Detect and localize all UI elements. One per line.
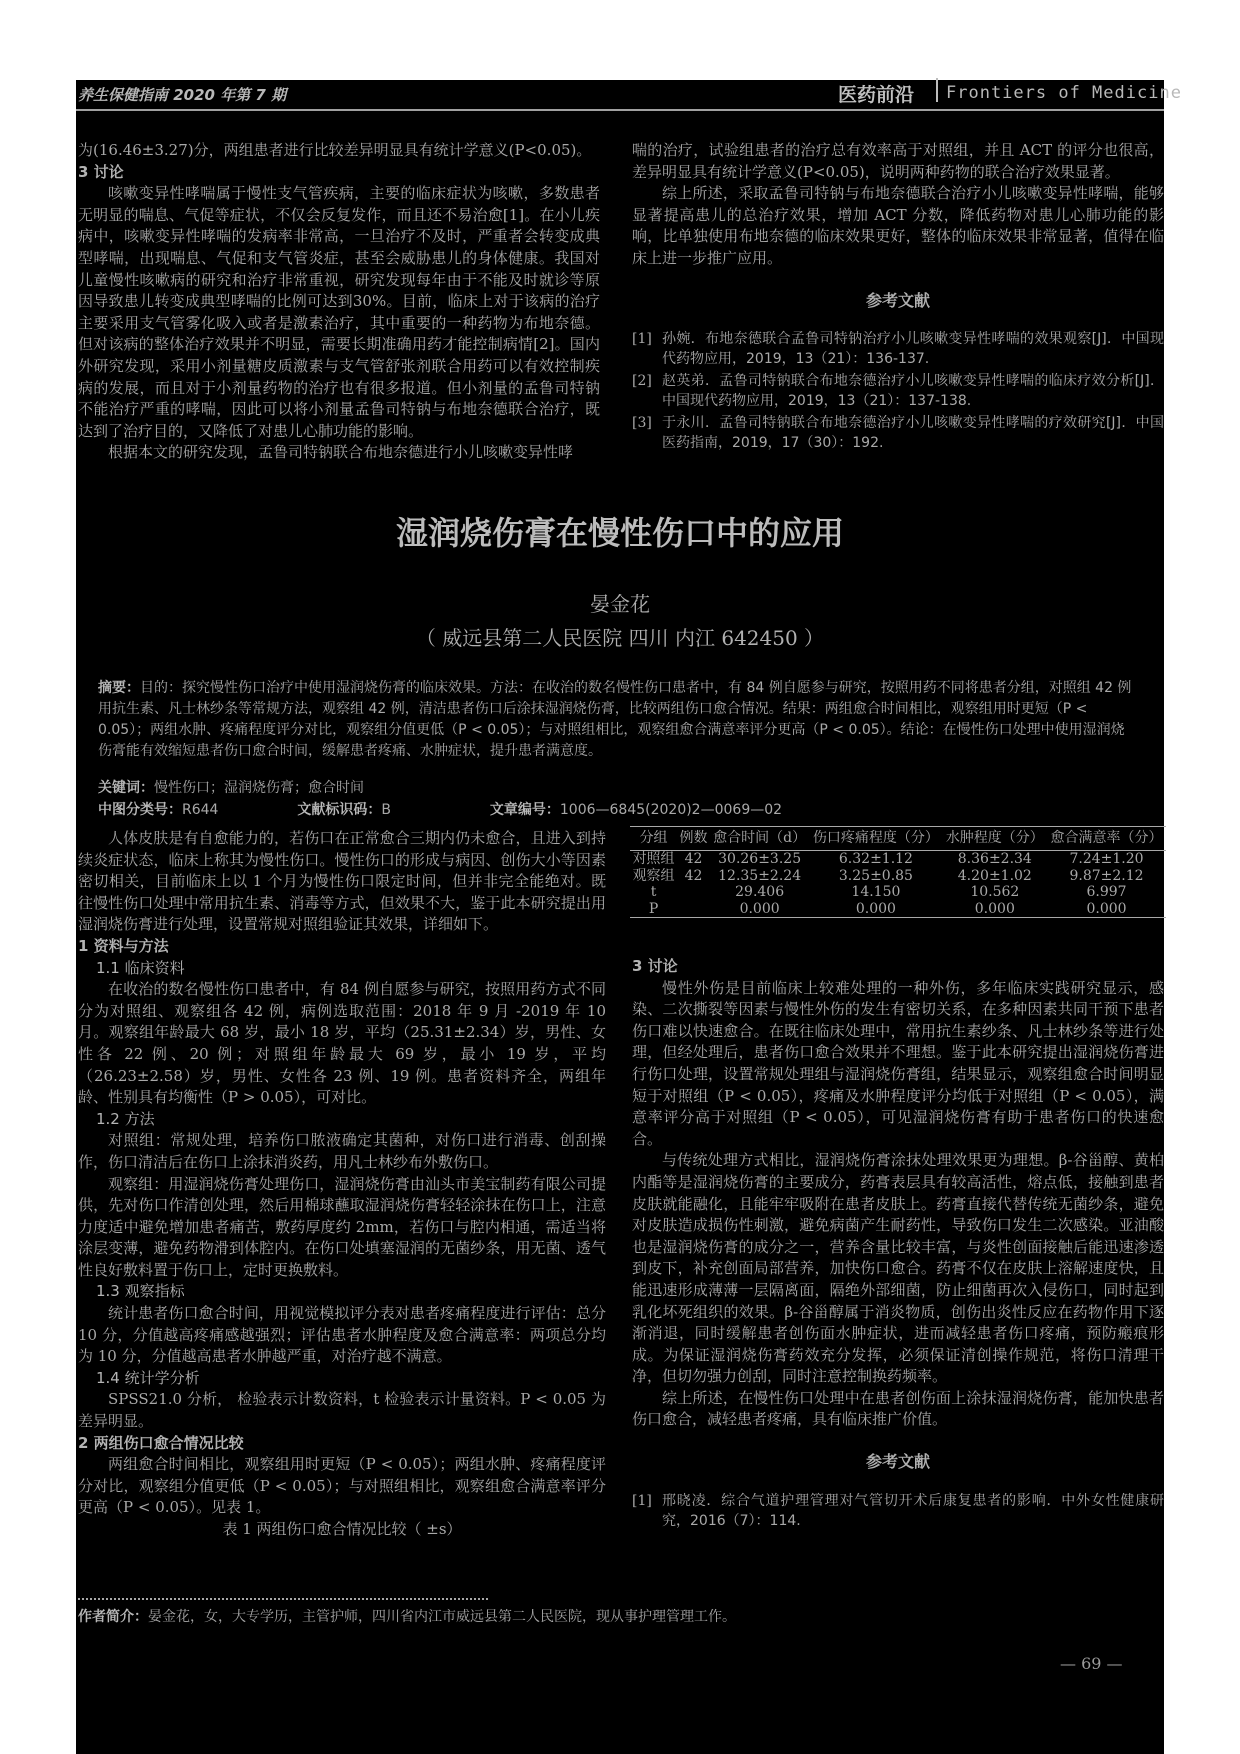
table-row [630,901,1166,918]
body-paragraph: 综上所述，在慢性伤口处理中在患者创伤面上涂抹湿润烧伤膏，能加快患者伤口愈合，减轻患者疼痛，具有临床推广价值。 [632,1388,1164,1429]
author-note [78,1606,736,1626]
table-header-cell: 伤口疼痛程度（分） [809,827,942,851]
results-table [630,826,1166,918]
header-divider [936,78,938,102]
doccode-label: 文献标识码： [297,802,382,818]
table-cell [677,901,710,918]
abstract-text: 目的：探究慢性伤口治疗中使用湿润烧伤膏的临床效果。方法：在收治的数名慢性伤口患者中，有 84 例自愿参与研究，按照用药不同将患者分组，对照组 42 例用抗生素、凡士林纱条等常规方法，观察组 42 例，清洁患者伤口后涂抹湿润烧伤膏，比较两组伤口愈合情况。结果：两组愈合时间相比，观察组用时更短（P < 0.05）；两组水肿、疼痛程度评分对比，观察组分值更低（P < 0.05）；与对照组相比，观察组愈合满意率评分更高（P < 0.05）。结论：在慢性伤口处理中使用湿润烧伤膏能有效缩短患者伤口愈合时间，缓解患者疼痛、水肿症状，提升患者满意度。 [98,680,1132,759]
table-cell: 42 [684,851,703,867]
table-cell: 4.20±1.02 [957,867,1032,884]
classification-line [98,800,1138,821]
clc-value: R644 [182,802,219,818]
table-header-cell: 例数 [677,827,710,851]
keywords [98,778,1138,799]
prev-left-paragraph: 根据本文的研究发现，孟鲁司特钠联合布地奈德进行小儿咳嗽变异性哮 [108,443,574,462]
table-cell: 0.000 [943,901,1048,918]
article-title: 湿润烧伤膏在慢性伤口中的应用 [395,514,844,552]
table-cell: 8.36±2.34 [957,851,1032,867]
header-rule [76,109,1164,111]
reference-text: 孙婉．布地奈德联合孟鲁司特钠治疗小儿咳嗽变异性哮喘的效果观察[J]．中国现代药物应用，2019，13（21）：136-137. [662,331,1164,368]
reference-number: [3] [632,415,652,432]
abstract [98,678,1138,762]
references-heading: 参考文献 [865,290,930,310]
section-heading: 1.3 观察指标 [96,1282,185,1301]
references-heading-2: 参考文献 [865,1452,930,1472]
prev-left-paragraph: 为(16.46±3.27)分，两组患者进行比较差异明显具有统计学意义(P<0.05)。 [78,141,592,159]
table-cell: 观察组 [632,867,675,884]
page-number: — 69 — [1060,1654,1123,1673]
table-cell [677,884,710,901]
reference-item [632,1491,1164,1531]
author-note-text: 晏金花，女，大专学历，主管护师，四川省内江市威远县第二人民医院，现从事护理管理工作。 [148,1609,736,1625]
table-row [630,851,1166,868]
table-cell: 7.24±1.20 [1069,851,1144,867]
section-heading: 1 资料与方法 [78,936,169,955]
reference-text: 邢晓凌．综合气道护理管理对气管切开术后康复患者的影响．中外女性健康研究，2016（7）：114. [662,1492,1164,1529]
table-cell: 0.000 [809,901,942,918]
body-paragraph: 对照组：常规处理，培养伤口脓液确定其菌种，对伤口进行消毒、创刮操作，伤口清洁后在伤口上涂抹消炎药，用凡士林纱布外敷伤口。 [78,1131,606,1171]
section-heading: 3 讨论 [632,957,678,975]
articleno-value: 1006—6845(2020)2—0069—02 [559,802,783,818]
body-paragraph: 观察组：用湿润烧伤膏处理伤口，湿润烧伤膏由汕头市美宝制药有限公司提供，先对伤口作清创处理，然后用棉球蘸取湿润烧伤膏轻轻涂抹在伤口上，注意力度适中避免增加患者痛苦，敷药厚度约 2mm，若伤口与腔内相通，需适当将涂层变薄，避免药物滑到体腔内。在伤口处填塞湿润的无菌纱条，用无菌、透气性良好敷料置于伤口上，定时更换敷料。 [78,1174,606,1279]
table-cell: 12.35±2.24 [718,867,802,884]
doccode-value: B [381,802,391,818]
reference-item [632,413,1164,453]
keywords-text: 慢性伤口；湿润烧伤膏；愈合时间 [154,780,364,796]
prev-right-paragraph: 综上所述，采取孟鲁司特钠与布地奈德联合治疗小儿咳嗽变异性哮喘，能够显著提高患儿的总治疗效果，增加 ACT 分数，降低药物对患儿心肺功能的影响，比单独使用布地奈德的临床效果更好，整体的临床效果非常显著，值得在临床上进一步推广应用。 [632,184,1164,267]
running-header-section: 医药前沿 [838,84,915,106]
reference-number: [2] [632,373,652,390]
table-cell: 6.32±1.12 [838,851,913,867]
table-cell: 42 [684,867,703,884]
table-cell: 6.997 [1086,884,1127,900]
body-paragraph: 与传统处理方式相比，湿润烧伤膏涂抹处理效果更为理想。β-谷甾醇、黄柏内酯等是湿润烧伤膏的主要成分，药膏表层具有较高活性，熔点低，接触到患者皮肤就能融化，且能牢牢吸附在患者皮肤上。药膏直接代替传统无菌纱条，避免对皮肤造成损伤性刺激，避免病菌产生耐药性，导致伤口发生二次感染。亚油酸也是湿润烧伤膏的成分之一，营养含量比较丰富，与炎性创面接触后能迅速渗透到皮下，补充创面局部营养，加快伤口愈合。药膏不仅在皮肤上溶解速度快，且能迅速形成薄薄一层隔离面，隔绝外部细菌，防止细菌再次入侵伤口，同时起到乳化坏死组织的效果。β-谷甾醇属于消炎物质，创伤出炎性反应在药物作用下逐渐消退，同时缓解患者创伤面水肿症状，进而减轻患者伤口疼痛，预防瘢痕形成。为保证湿润烧伤膏药效充分发挥，必须保证清创操作规范，将伤口清理干净，但切勿强力创刮，同时注意控制换药频率。 [632,1151,1164,1386]
table-cell: 3.25±0.85 [838,867,913,884]
keywords-label: 关键词： [98,780,154,796]
table-cell: 9.87±2.12 [1069,867,1144,884]
prev-right-paragraph: 喘的治疗，试验组患者的治疗总有效率高于对照组，并且 ACT 的评分也很高，差异明显具有统计学意义(P<0.05)，说明两种药物的联合治疗效果显著。 [632,141,1164,181]
body-paragraph: 在收治的数名慢性伤口患者中，有 84 例自愿参与研究，按照用药方式不同分为对照组、观察组各 42 例，病例选取范围：2018 年 9 月 -2019 年 10 月。观察组年龄最大 68 岁，最小 18 岁，平均（25.31±2.34）岁，男性、女性各 22 例、20 例；对照组年龄最大 69 岁，最小 19 岁，平均（26.23±2.58）岁，男性、女性各 23 例、19 例。患者资料齐全，两组年龄、性别具有均衡性（P > 0.05），可对比。 [78,980,606,1107]
table-header-cell: 分组 [630,827,677,851]
table-caption: 表 1 两组伤口愈合情况比较（ ±s） [222,1520,462,1538]
prev-left-paragraph: 咳嗽变异性哮喘属于慢性支气管疾病，主要的临床症状为咳嗽，多数患者无明显的喘息、气促等症状，不仅会反复发作，而且还不易治愈[1]。在小儿疾病中，咳嗽变异性哮喘的发病率非常高，一旦治疗不及时，严重者会转变成典型哮喘，出现喘息、气促和支气管炎症，甚至会威胁患儿的身体健康。我国对儿童慢性咳嗽病的研究和治疗非常重视，研究发现每年由于不能及时就诊等原因导致患儿转变成典型哮喘的比例可达到30%。目前，临床上对于该病的治疗主要采用支气管雾化吸入或者是激素治疗，其中重要的一种药物为布地奈德。但对该病的整体治疗效果并不明显，需要长期准确用药才能控制病情[2]。国内外研究发现，采用小剂量糖皮质激素与支气管舒张剂联合用药可以有效控制疾病的发展，而且对于小剂量药物的治疗也有很多报道。但小剂量的孟鲁司特钠不能治疗严重的哮喘，因此可以将小剂量孟鲁司特钠与布地奈德联合治疗，既达到了治疗目的，又降低了对患儿心肺功能的影响。 [78,184,600,440]
reference-text: 于永川．孟鲁司特钠联合布地奈德治疗小儿咳嗽变异性哮喘的疗效研究[J]．中国医药指南，2019，17（30）：192. [662,415,1164,452]
table-cell: 0.000 [710,901,809,918]
table-cell: t [650,884,657,900]
table-header-cell: 愈合满意率（分） [1047,827,1166,851]
table-cell: 29.406 [735,884,785,900]
table-cell: P [630,901,677,918]
articleno-label: 文章编号： [489,802,560,818]
table-header-row [630,827,1166,851]
section-heading: 2 两组伤口愈合情况比较 [78,1433,244,1452]
table-cell: 30.26±3.25 [718,851,802,867]
table-header-cell: 愈合时间（d） [710,827,809,851]
body-paragraph: 人体皮肤是有自愈能力的，若伤口在正常愈合三期内仍未愈合，且进入到持续炎症状态，临床上称其为慢性伤口。慢性伤口的形成与病因、创伤大小等因素密切相关，目前临床上以 1 个月为慢性伤口限定时间，但并非完全能绝对。既往慢性伤口处理中常用抗生素、消毒等方式，但效果不大，鉴于此本研究提出用湿润烧伤膏进行处理，设置常规对照组验证其效果，详细如下。 [78,829,606,934]
section-heading: 1.2 方法 [96,1109,155,1128]
body-paragraph: 统计患者伤口愈合时间，用视觉模拟评分表对患者疼痛程度进行评估：总分 10 分，分值越高疼痛感越强烈；评估患者水肿程度及愈合满意率：两项总分均为 10 分，分值越高患者水肿越严重，对治疗越不满意。 [78,1304,606,1366]
prev-left-heading: 3 讨论 [78,162,124,181]
body-paragraph: 两组愈合时间相比，观察组用时更短（P < 0.05）；两组水肿、疼痛程度评分对比，观察组分值更低（P < 0.05）；与对照组相比，观察组愈合满意率评分更高（P < 0.05）。见表 1。 [78,1455,606,1517]
clc-label: 中图分类号： [98,802,182,818]
running-header-section-en: Frontiers of Medicine [946,83,1182,103]
reference-text: 赵英弟．孟鲁司特钠联合布地奈德治疗小儿咳嗽变异性哮喘的临床疗效分析[J]．中国现代药物应用，2019，13（21）：137-138. [662,373,1164,410]
reference-number: [1] [632,1492,652,1509]
table-row [630,884,1166,901]
table-row [630,868,1166,885]
table-cell: 对照组 [632,851,675,867]
body-left-column [78,828,606,1541]
body-paragraph: SPSS21.0 分析， 检验表示计数资料，t 检验表示计量资料。P < 0.05 为差异明显。 [78,1390,606,1431]
article-author: 晏金花 [590,592,650,616]
table-cell: 10.562 [970,884,1020,900]
running-header-journal: 养生保健指南 2020 年第 7 期 [78,86,287,104]
table-cell: 0.000 [1047,901,1166,918]
section-heading: 1.1 临床资料 [96,958,185,977]
article-affiliation: （ 威远县第二人民医院 四川 内江 642450 ） [415,626,825,650]
prev-article-left-column [78,140,600,464]
body-paragraph: 慢性外伤是目前临床上较难处理的一种外伤，多年临床实践研究显示，感染、二次撕裂等因素与慢性外伤的发生有密切关系，在多种因素共同干预下患者伤口难以快速愈合。在既往临床处理中，常用抗生素纱条、凡士林纱条等进行处理，但经处理后，患者伤口愈合效果并不理想。鉴于此本研究提出湿润烧伤膏进行伤口处理，设置常规处理组与湿润烧伤膏组，结果显示，观察组愈合时间明显短于对照组（P < 0.05），疼痛及水肿程度评分均低于对照组（P < 0.05），满意率评分高于对照组（P < 0.05），可见湿润烧伤膏有助于患者伤口的快速愈合。 [632,978,1164,1148]
prev-article-right-column [632,140,1164,455]
reference-item [632,371,1164,411]
section-heading: 1.4 统计学分析 [96,1368,200,1387]
table-cell: 14.150 [851,884,901,900]
abstract-label: 摘要： [98,680,140,696]
body-right-column [632,956,1164,1533]
footnote-rule [78,1598,488,1600]
reference-item [632,329,1164,369]
author-note-label: 作者简介： [78,1609,148,1625]
table-header-cell: 水肿程度（分） [943,827,1048,851]
reference-number: [1] [632,331,652,348]
